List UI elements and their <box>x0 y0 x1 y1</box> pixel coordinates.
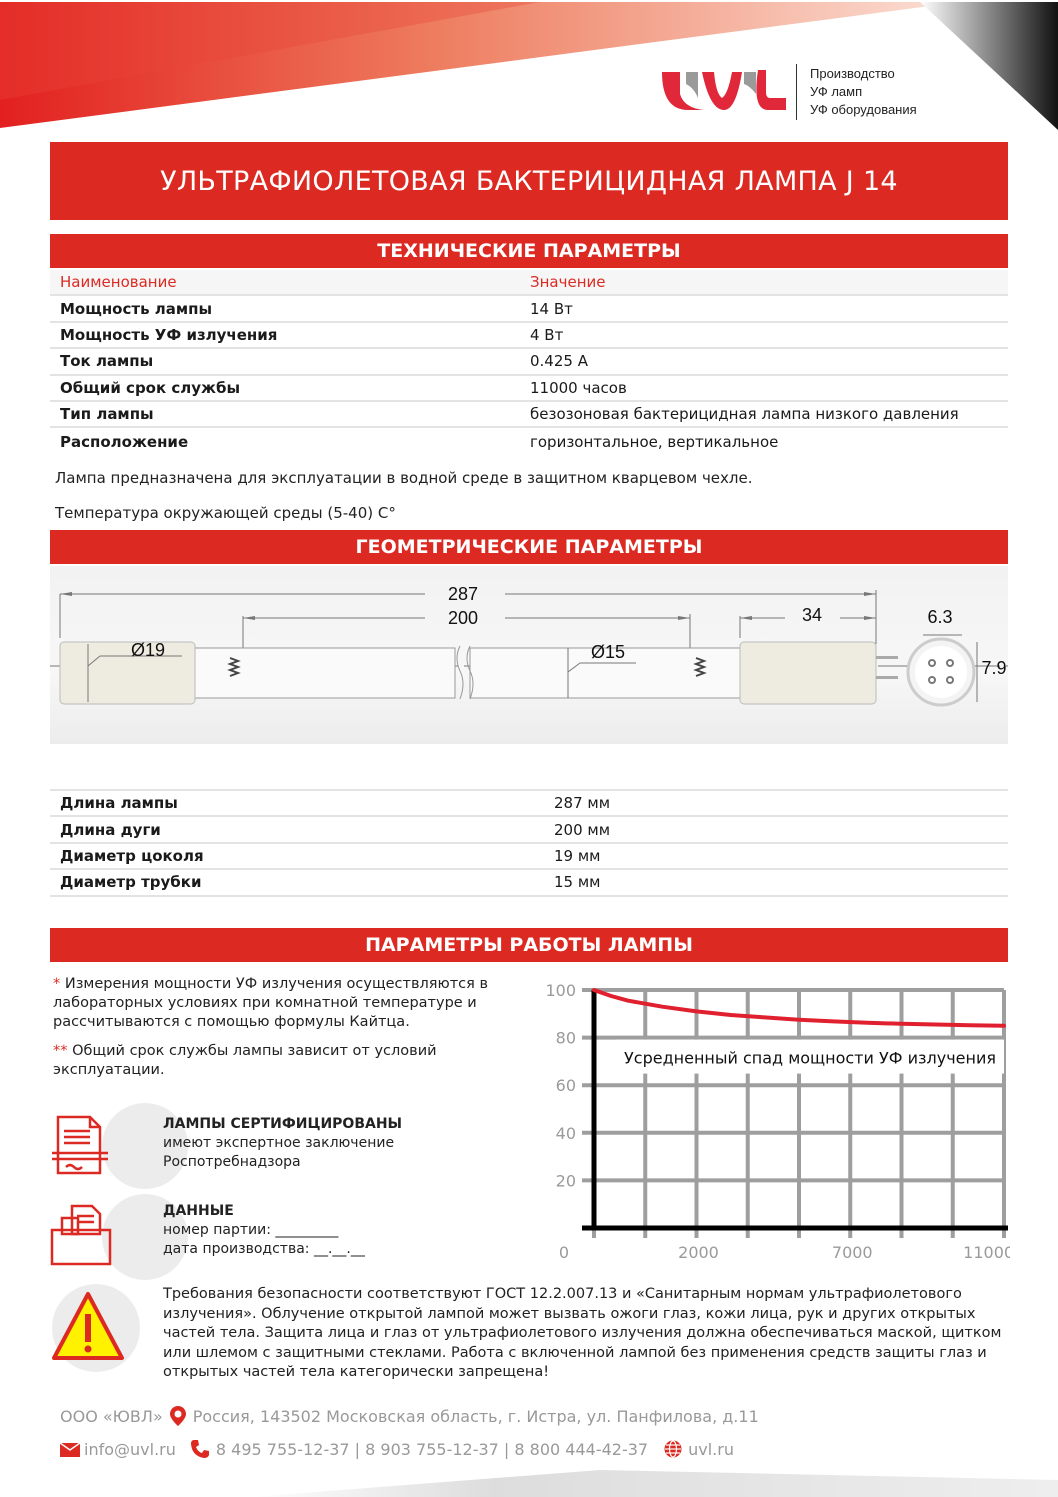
section-heading-technical: ТЕХНИЧЕСКИЕ ПАРАМЕТРЫ <box>50 234 1008 268</box>
param-value: 14 Вт <box>530 299 573 318</box>
folder-documents-icon <box>50 1202 130 1272</box>
geometry-params-table <box>50 789 1008 897</box>
company-name: ООО «ЮВЛ» <box>60 1406 163 1426</box>
param-name: Расположение <box>60 432 189 451</box>
logo-separator <box>796 64 797 120</box>
dim-base-diameter: Ø19 <box>130 640 166 660</box>
section-heading-geometry: ГЕОМЕТРИЧЕСКИЕ ПАРАМЕТРЫ <box>50 530 1008 564</box>
y-tick-label: 40 <box>555 1123 576 1143</box>
globe-icon <box>664 1440 682 1458</box>
param-value: 19 мм <box>554 846 601 865</box>
param-name: Диаметр трубки <box>60 873 202 892</box>
website-link[interactable]: uvl.ru <box>688 1439 734 1459</box>
data-title: ДАННЫЕ <box>163 1203 234 1219</box>
section-heading-operation: ПАРАМЕТРЫ РАБОТЫ ЛАМПЫ <box>50 928 1008 962</box>
phone-numbers[interactable]: 8 495 755-12-37 | 8 903 755-12-37 | 8 800 444-42-37 <box>215 1439 649 1459</box>
production-data-text <box>163 1202 365 1259</box>
table-row <box>50 817 1008 843</box>
table-row <box>50 402 1008 428</box>
chart-svg <box>540 978 1010 1268</box>
temperature-note: Температура окружающей среды (5-40) С° <box>55 504 396 522</box>
certified-text <box>163 1115 402 1172</box>
x-tick-label: 11000 <box>963 1243 1010 1262</box>
param-name: Мощность лампы <box>60 299 213 318</box>
footer-decoration <box>0 1470 1058 1497</box>
table-row <box>50 791 1008 817</box>
location-pin-icon <box>169 1405 187 1427</box>
param-name: Тип лампы <box>60 405 154 424</box>
note-measurement <box>53 975 493 1032</box>
batch-number-field: номер партии: _________ <box>163 1222 339 1238</box>
certified-line: имеют экспертное заключение <box>163 1135 395 1151</box>
param-value: 11000 часов <box>530 378 627 397</box>
certificate-document-icon <box>50 1111 130 1181</box>
param-value: безозоновая бактерицидная лампа низкого давления <box>530 405 959 424</box>
measurement-notes <box>53 975 493 1080</box>
dim-tube-diameter: Ø15 <box>590 642 626 662</box>
param-name: Длина дуги <box>60 820 161 839</box>
param-value: 0.425 А <box>530 352 588 371</box>
x-tick-label: 7000 <box>831 1243 873 1262</box>
column-header-name: Наименование <box>60 273 177 292</box>
company-logo <box>658 60 928 122</box>
x-tick-label: 0 <box>558 1243 570 1262</box>
y-tick-label: 60 <box>555 1076 576 1096</box>
dim-total-length: 287 <box>447 584 479 604</box>
x-tick-label: 2000 <box>678 1243 719 1262</box>
table-row <box>50 428 1008 454</box>
footnote-marker: ** <box>53 1043 68 1059</box>
note-text: Общий срок службы лампы зависит от условий эксплуатации. <box>53 1043 437 1078</box>
uv-decay-chart <box>540 978 1010 1268</box>
y-tick-label: 20 <box>555 1171 576 1191</box>
param-value: 15 мм <box>554 873 601 892</box>
lamp-drawing <box>50 566 1008 744</box>
dim-arc-length: 200 <box>447 608 479 628</box>
production-data-block <box>50 1194 470 1284</box>
param-name: Длина лампы <box>60 794 178 813</box>
certified-line: Роспотребнадзора <box>163 1154 301 1170</box>
page-title: УЛЬТРАФИОЛЕТОВАЯ БАКТЕРИЦИДНАЯ ЛАМПА J 14 <box>50 142 1008 220</box>
footer-contacts <box>60 1439 734 1459</box>
address: Россия, 143502 Московская область, г. Истра, ул. Панфилова, д.11 <box>192 1406 759 1426</box>
lamp-base-left <box>60 642 195 704</box>
warning-triangle-icon <box>50 1282 150 1382</box>
uvl-logo-mark <box>658 64 788 114</box>
table-row <box>50 296 1008 322</box>
y-tick-label: 80 <box>555 1028 576 1048</box>
table-row <box>50 323 1008 349</box>
email-icon <box>60 1441 80 1457</box>
safety-warning-text: Требования безопасности соответствуют ГОСТ 12.2.007.13 и «Санитарным нормам ультрафиолетового излучения». Облучение открытой лампой может вызвать ожоги глаз, кожи лица, рук и других открытых частей тела. Защита лица и глаз от ультрафиолетового излучения должна обеспечиваться маской, щитком или шлемом с защитными стеклами. Работа с включенной лампой без применения средств защиты глаз и открытых частей тела категорически запрещена! <box>163 1286 1002 1380</box>
table-row <box>50 844 1008 870</box>
param-name: Общий срок службы <box>60 378 241 397</box>
param-name: Мощность УФ излучения <box>60 325 278 344</box>
dim-pin-spacing: 6.3 <box>927 607 953 627</box>
lamp-base-right <box>740 642 876 704</box>
usage-note: Лампа предназначена для эксплуатации в водной среде в защитном кварцевом чехле. <box>55 469 753 487</box>
tagline-line: Производство <box>810 66 895 81</box>
param-value: 287 мм <box>554 794 611 813</box>
param-value: 200 мм <box>554 820 611 839</box>
param-value: горизонтальное, вертикальное <box>530 432 779 451</box>
production-date-field: дата производства: __.__.__ <box>163 1241 365 1257</box>
table-header-row <box>50 270 1008 296</box>
footer-address <box>60 1405 759 1427</box>
note-text: Измерения мощности УФ излучения осуществляются в лабораторных условиях при комнатной температуре и рассчитываются с помощью формулы Кайтца. <box>53 976 488 1030</box>
note-lifetime <box>53 1042 493 1080</box>
footnote-marker: * <box>53 976 61 992</box>
technical-params-table <box>50 270 1008 455</box>
param-name: Ток лампы <box>60 352 154 371</box>
lamp-dimension-drawing <box>50 566 1008 744</box>
logo-tagline <box>810 65 917 119</box>
table-row <box>50 349 1008 375</box>
column-header-value: Значение <box>530 273 606 292</box>
table-row <box>50 376 1008 402</box>
tagline-line: УФ ламп <box>810 84 863 99</box>
table-row <box>50 870 1008 896</box>
tagline-line: УФ оборудования <box>810 102 917 117</box>
phone-icon <box>190 1439 210 1459</box>
certified-title: ЛАМПЫ СЕРТИФИЦИРОВАНЫ <box>163 1116 403 1132</box>
y-tick-label: 100 <box>545 981 576 1000</box>
dim-pin-height: 7.9 <box>981 658 1007 678</box>
chart-title: Усредненный спад мощности УФ излучения <box>624 1048 996 1068</box>
param-name: Диаметр цоколя <box>60 846 204 865</box>
param-value: 4 Вт <box>530 325 564 344</box>
email-link[interactable]: info@uvl.ru <box>84 1439 176 1459</box>
dim-base-length: 34 <box>801 605 823 625</box>
certified-block <box>50 1103 470 1193</box>
